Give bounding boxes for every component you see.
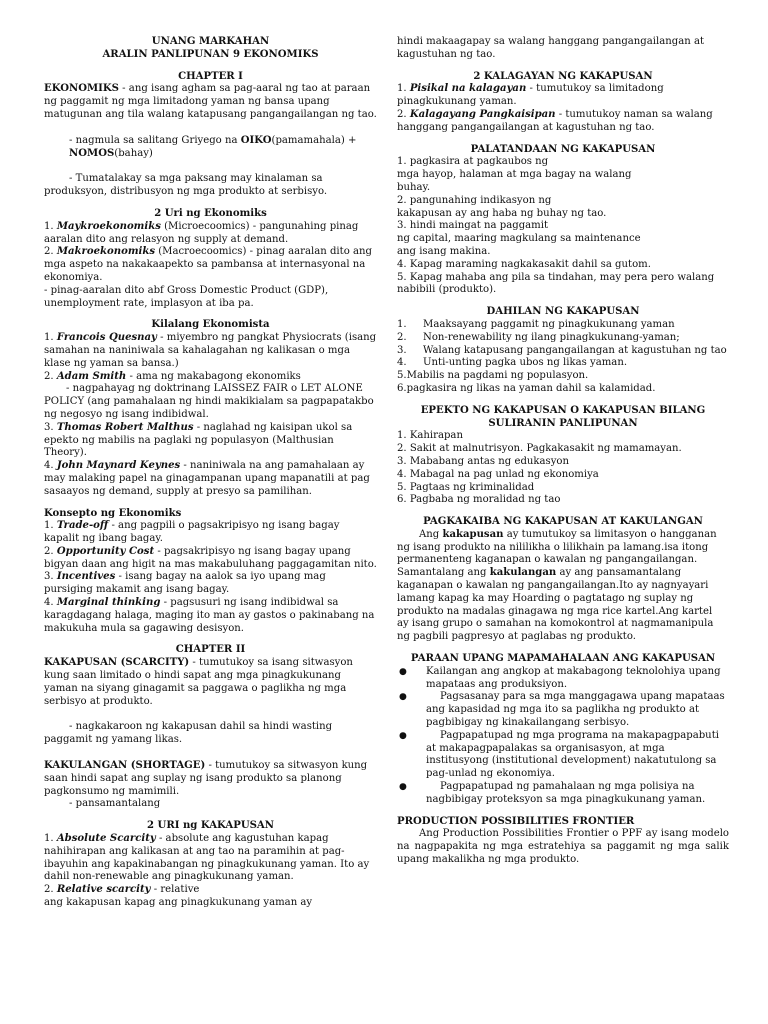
subject-heading: ARALIN PANLIPUNAN 9 EKONOMIKS <box>102 48 319 60</box>
kakulangan-definition: KAKULANGAN (SHORTAGE) - tumutukoy sa sitwasyon kung saan hindi sapat ang suplay ng isang produkto sa planong pagkonsumo ng mamimili. <box>44 760 368 797</box>
palatandaan-line: ng capital, maaring magkulang sa maintenance <box>397 233 641 245</box>
kalagayan-heading: 2 KALAGAYAN NG KAKAPUSAN <box>473 70 653 82</box>
dahilan-item: 3. Walang katapusang pangangailangan at kagustuhan ng tao <box>397 344 727 356</box>
quarter-heading: UNANG MARKAHAN <box>151 36 270 47</box>
economist-2: 2. Adam Smith - ama ng makabagong ekonomiks <box>44 370 301 382</box>
dahilan-extra: 5.Mabilis na pagdami ng populasyon. <box>397 370 589 382</box>
ppf-heading: PRODUCTION POSSIBILITIES FRONTIER <box>397 815 635 827</box>
uri-kakapusan-heading: 2 URI ng KAKAPUSAN <box>146 820 274 832</box>
epekto-item: 3. Mababang antas ng edukasyon <box>397 455 570 467</box>
bullet-icon: ● <box>399 666 407 677</box>
chapter-2-heading: CHAPTER II <box>175 644 246 656</box>
epekto-item: 5. Pagtaas ng kriminalidad <box>397 481 535 493</box>
dahilan-item: 2. Non-renewability ng ilang pinagkukunang-yaman; <box>397 331 680 343</box>
relative-scarcity-cont: ang kakapusan kapag ang pinagkukunang yaman ay <box>44 897 313 909</box>
relative-scarcity-cont-2: hindi makaagapay sa walang hanggang pangangailangan at kagustuhan ng tao. <box>397 36 705 60</box>
palatandaan-line: 1. pagkasira at pagkaubos ng <box>397 156 549 168</box>
uri-heading: 2 Uri ng Ekonomiks <box>154 207 267 219</box>
kalagayan-1: 1. Pisikal na kalagayan - tumutukoy sa limitadong pinagkukunang yaman. <box>397 83 664 108</box>
pagkakaiba-paragraph-2: ay isang grupo o samahan na komokontrol at nagmamanipula ng pagbili pagpresyo at paglabas ng produkto. <box>397 618 714 643</box>
bullet-icon: ● <box>399 692 407 703</box>
epekto-item: 1. Kahirapan <box>397 430 463 442</box>
pagkakaiba-paragraph: Ang kakapusan ay tumutukoy sa limitasyon o hangganan ng isang produkto na nililikha o lilikhain pa lamang.isa itong permanenteng kaganapan o kawalan ng pangangailangan. Samantalang ang kakulangan ay ang pansamantalang kaganapan o kawalan ng pangangailangan.Ito ay nagnyayari lamang kapag ka may Hoarding o pagtatago ng suplay ng produkto na madalas ginagawa ng mga rice kartel.Ang kartel <box>397 528 717 617</box>
economist-3: 3. Thomas Robert Malthus - naglahad ng kaisipan ukol sa epekto ng mabilis na paglaki ng populasyon (Malthusian Theory). <box>44 421 353 459</box>
palatandaan-line: 4. Kapag maraming nagkakasakit dahil sa gutom. <box>397 258 651 270</box>
konsepto-1: 1. Trade-off - ang pagpili o pagsakripisyo ng isang bagay kapalit ng ibang bagay. <box>44 520 340 545</box>
paraan-item: ● Kailangan ang angkop at makabagong teknolohiya upang mapataas ang produksiyon. <box>399 665 721 690</box>
epekto-item: 6. Pagbaba ng moralidad ng tao <box>397 494 561 506</box>
dahilan-item: 1. Maaksayang paggamit ng pinagkukunang yaman <box>397 318 675 330</box>
ekonomiks-term: EKONOMIKS <box>44 83 119 95</box>
right-column <box>397 36 729 867</box>
chapter-1-heading: CHAPTER I <box>178 70 243 82</box>
paraan-item: ● Pagpapatupad ng mga programa na makapagpapabuti at makapagpapalakas sa organisasyon, at mga institusyong (institutional development) nakatutulong sa pag-unlad ng ekonomiya. <box>399 729 719 780</box>
palatandaan-line: 5. Kapag mahaba ang pila sa tindahan, may pera pero walang nabibili (produkto). <box>397 271 715 296</box>
epekto-item: 2. Sakit at malnutrisyon. Pagkakasakit ng mamamayan. <box>397 443 682 455</box>
left-column <box>44 36 377 910</box>
economist-2-note: - nagpahayag ng doktrinang LAISSEZ FAIR o LET ALONE POLICY (ang pamahalaan ng hindi makikialam sa pagpapatakbo ng negosyo ng isang indibidwal. <box>44 383 374 420</box>
dahilan-heading: DAHILAN NG KAKAPUSAN <box>486 306 640 318</box>
ekonomiks-scope: - Tumatalakay sa mga paksang may kinalaman sa produksyon, distribusyon ng mga produkto at serbisyo. <box>44 173 328 198</box>
palatandaan-line: mga hayop, halaman at mga bagay na walang <box>397 169 632 181</box>
palatandaan-line: 3. hindi maingat na paggamit <box>397 220 549 232</box>
economist-1: 1. Francois Quesnay - miyembro ng pangkat Physiocrats (isang samahan na naniniwala sa kahalagahan ng kalikasan o mga klase ng yaman sa bansa.) <box>44 332 377 369</box>
kakulangan-note: - pansamantalang <box>69 798 161 810</box>
ekonomiks-origin: - nagmula sa salitang Griyego na OIKO(pamamahala) + NOMOS(bahay) <box>69 134 357 159</box>
kilalang-heading: Kilalang Ekonomista <box>151 319 270 331</box>
absolute-scarcity: 1. Absolute Scarcity - absolute ang kagustuhan kapag nahihirapan ang kalikasan at ang tao na paramihin at pag-ibayuhin ang kapakinabangan ng pinagkukunang yaman. Ito ay dahil non-renewable ang pinagkukunang yaman. <box>44 833 370 883</box>
paraan-item: ● Pagsasanay para sa mga manggagawa upang mapataas ang kapasidad ng mga ito sa paglikha ng produkto at pagbibigay ng kinakailangang serbisyo. <box>399 691 725 729</box>
dahilan-extra: 6.pagkasira ng likas na yaman dahil sa kalamidad. <box>397 382 656 394</box>
palatandaan-heading: PALATANDAAN NG KAKAPUSAN <box>470 143 656 155</box>
dahilan-item: 4. Unti-unting pagka ubos ng likas yaman. <box>397 357 628 369</box>
konsepto-4: 4. Marginal thinking - pagsusuri ng isang indibidwal sa karagdagang halaga, maging ito man ay gastos o pakinabang na makukuha mula sa gagawing desisyon. <box>44 597 375 634</box>
epekto-heading: EPEKTO NG KAKAPUSAN O KAKAPUSAN BILANG SULIRANIN PANLIPUNAN <box>420 404 706 429</box>
kalagayan-2: 2. Kalagayang Pangkaisipan - tumutukoy naman sa walang hanggang pangangailangan at kagustuhan ng tao. <box>397 108 713 133</box>
bullet-icon: ● <box>399 730 407 741</box>
konsepto-3: 3. Incentives - isang bagay na aalok sa iyo upang mag pursiging makamit ang isang bagay. <box>44 571 326 596</box>
economist-4: 4. John Maynard Keynes - naniniwala na ang pamahalaan ay may malaking papel na ginagampanan upang mapanatili at pag sasaayos ng demand, supply at presyo sa pamilihan. <box>44 460 370 497</box>
palatandaan-line: kakapusan ay ang haba ng buhay ng tao. <box>397 207 607 219</box>
konsepto-2: 2. Opportunity Cost - pagsakripisyo ng isang bagay upang bigyan daan ang higit na mas makabuluhang paggagamitan nito. <box>44 545 377 570</box>
bullet-icon: ● <box>399 782 407 793</box>
ekonomiks-definition: EKONOMIKS - ang isang agham sa pag-aaral ng tao at paraan ng paggamit ng mga limitadong yaman ng bansa upang matugunan ang tila walang katapusang pangangailangan ng tao. <box>44 83 377 120</box>
uri-item-2: 2. Makroekonomiks (Macroecoomics) - pinag aaralan dito ang mga aspeto na nakakaapekto sa pambansa at internasyonal na ekonomiya. <box>44 246 372 283</box>
kakapusan-definition: KAKAPUSAN (SCARCITY) - tumutukoy sa isang sitwasyon kung saan limitado o hindi sapat ang mga pinagkukunang yaman na siyang ginagamit sa paggawa o paglikha ng mga serbisyo at produkto. <box>44 657 353 707</box>
epekto-item: 4. Mabagal na pag unlad ng ekonomiya <box>397 468 599 480</box>
pagkakaiba-heading: PAGKAKAIBA NG KAKAPUSAN AT KAKULANGAN <box>423 516 703 528</box>
palatandaan-line: ang isang makina. <box>397 245 491 257</box>
palatandaan-line: 2. pangunahing indikasyon ng <box>397 194 552 206</box>
palatandaan-line: buhay. <box>397 181 431 193</box>
uri-item-2-note: - pinag-aaralan dito abf Gross Domestic Product (GDP), unemployment rate, implasyon at iba pa. <box>44 284 329 309</box>
ppf-paragraph: Ang Production Possibilities Frontier o PPF ay isang modelo na nagpapakita ng mga estratehiya sa paggamit ng mga salik upang makalikha ng mga produkto. <box>397 828 729 866</box>
relative-scarcity: 2. Relative scarcity - relative <box>44 884 200 896</box>
paraan-heading: PARAAN UPANG MAPAMAHALAAN ANG KAKAPUSAN <box>410 653 716 665</box>
kakapusan-note: - nagkakaroon ng kakapusan dahil sa hindi wasting paggamit ng yamang likas. <box>44 721 333 746</box>
uri-item-1: 1. Maykroekonomiks (Microecoomics) - pangunahing pinag aaralan dito ang relasyon ng supply at demand. <box>44 220 359 245</box>
konsepto-heading: Konsepto ng Ekonomiks <box>44 507 182 519</box>
paraan-item: ● Pagpapatupad ng pamahalaan ng mga polisiya na nagbibigay proteksyon sa mga pinagkukunang yaman. <box>399 781 706 805</box>
